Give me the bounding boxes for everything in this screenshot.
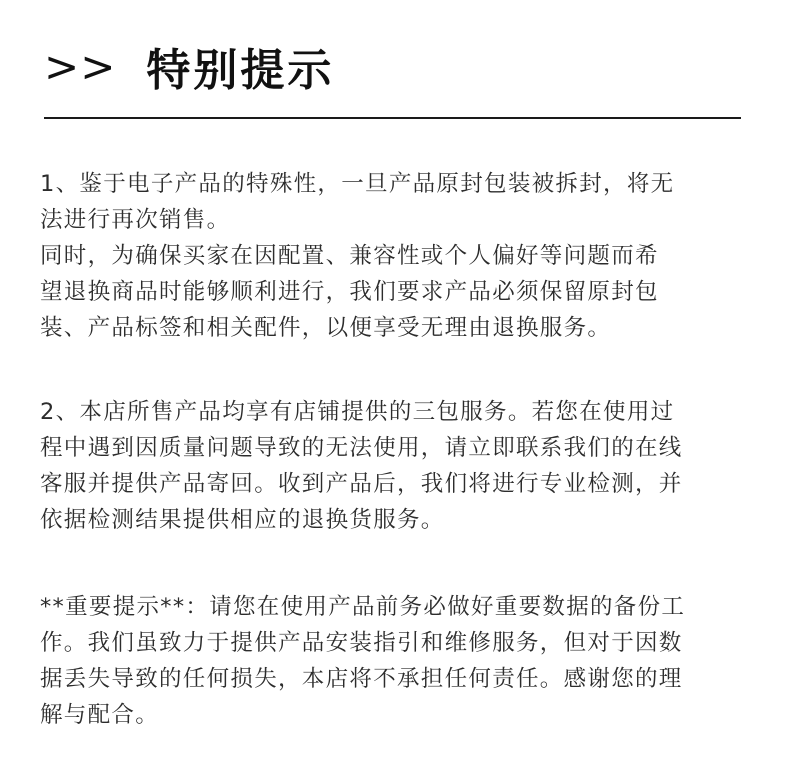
paragraph-line: 客服并提供产品寄回。收到产品后，我们将进行专业检测，并 <box>40 471 683 497</box>
paragraph-line: 装、产品标签和相关配件，以便享受无理由退换服务。 <box>40 315 612 341</box>
double-arrow-icon: >> <box>44 41 117 91</box>
notice-paragraph-3 <box>40 589 760 733</box>
title-divider <box>44 117 741 119</box>
paragraph-line: 依据检测结果提供相应的退换货服务。 <box>40 507 445 533</box>
page-title: 特别提示 <box>146 45 335 96</box>
paragraph-line: **重要提示**：请您在使用产品前务必做好重要数据的备份工 <box>40 594 686 620</box>
paragraph-line: 程中遇到因质量问题导致的无法使用，请立即联系我们的在线 <box>40 435 683 461</box>
paragraph-line: 解与配合。 <box>40 702 160 728</box>
notice-paragraph-2 <box>40 394 760 538</box>
notice-paragraph-1 <box>40 166 760 346</box>
paragraph-line: 望退换商品时能够顺利进行，我们要求产品必须保留原封包 <box>40 279 659 305</box>
paragraph-line: 据丢失导致的任何损失，本店将不承担任何责任。感谢您的理 <box>40 666 683 692</box>
paragraph-line: 作。我们虽致力于提供产品安装指引和维修服务，但对于因数 <box>40 630 683 656</box>
paragraph-line: 法进行再次销售。 <box>40 207 231 233</box>
paragraph-line: 1、鉴于电子产品的特殊性，一旦产品原封包装被拆封，将无 <box>40 171 675 197</box>
paragraph-line: 2、本店所售产品均享有店铺提供的三包服务。若您在使用过 <box>40 399 675 425</box>
paragraph-line: 同时，为确保买家在因配置、兼容性或个人偏好等问题而希 <box>40 243 659 269</box>
page-heading <box>44 36 334 96</box>
